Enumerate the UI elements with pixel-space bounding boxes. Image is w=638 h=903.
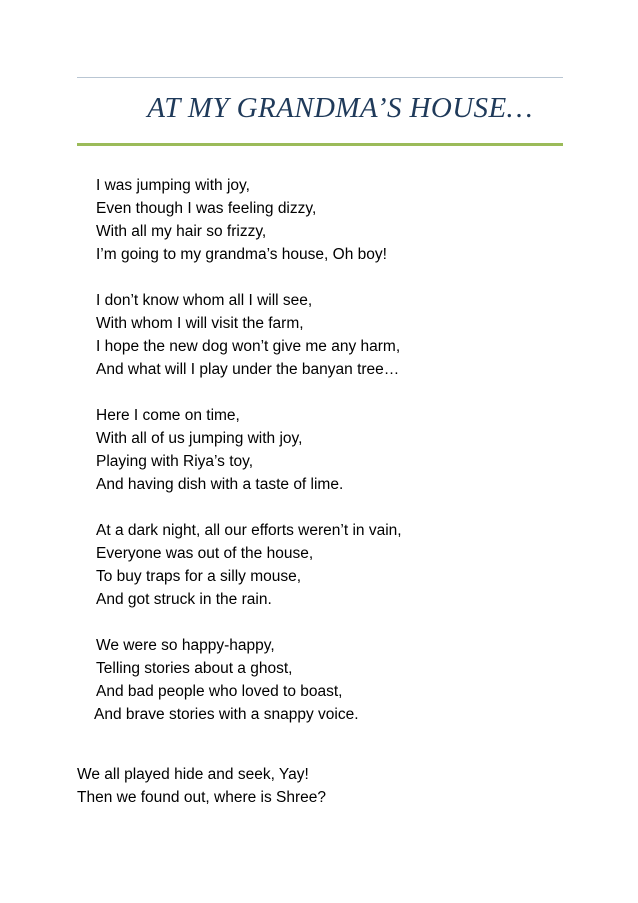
poem-outro — [77, 763, 597, 809]
stanza-1 — [96, 174, 596, 266]
poem-line: At a dark night, all our efforts weren’t in vain, — [96, 522, 402, 539]
title-underline — [77, 143, 563, 146]
stanza-5 — [96, 634, 596, 726]
poem-line: I don’t know whom all I will see, — [96, 292, 313, 309]
poem-line: And brave stories with a snappy voice. — [94, 706, 359, 723]
stanza-4 — [96, 519, 596, 611]
poem-line: And got struck in the rain. — [96, 591, 272, 608]
poem-line: We were so happy-happy, — [96, 637, 275, 654]
poem-line: Playing with Riya’s toy, — [96, 453, 254, 470]
outro-line: We all played hide and seek, Yay! — [77, 766, 309, 783]
poem-line: With whom I will visit the farm, — [96, 315, 304, 332]
poem-line: With all my hair so frizzy, — [96, 223, 267, 240]
top-rule — [77, 77, 563, 78]
stanza-2 — [96, 289, 596, 381]
poem-line: I was jumping with joy, — [96, 177, 250, 194]
poem-line: And what will I play under the banyan tree… — [96, 361, 400, 378]
page-title: AT MY GRANDMA’S HOUSE… — [147, 92, 533, 124]
poem-line: And having dish with a taste of lime. — [96, 476, 344, 493]
poem-line: And bad people who loved to boast, — [96, 683, 343, 700]
poem-line: I’m going to my grandma’s house, Oh boy! — [96, 246, 387, 263]
outro-line: Then we found out, where is Shree? — [77, 789, 327, 806]
stanza-3 — [96, 404, 596, 496]
poem-line: To buy traps for a silly mouse, — [96, 568, 302, 585]
poem-line: Even though I was feeling dizzy, — [96, 200, 317, 217]
poem-body — [96, 174, 596, 749]
poem-line: Here I come on time, — [96, 407, 240, 424]
poem-line: Everyone was out of the house, — [96, 545, 314, 562]
poem-line: With all of us jumping with joy, — [96, 430, 303, 447]
poem-line: Telling stories about a ghost, — [96, 660, 293, 677]
poem-line: I hope the new dog won’t give me any harm, — [96, 338, 401, 355]
